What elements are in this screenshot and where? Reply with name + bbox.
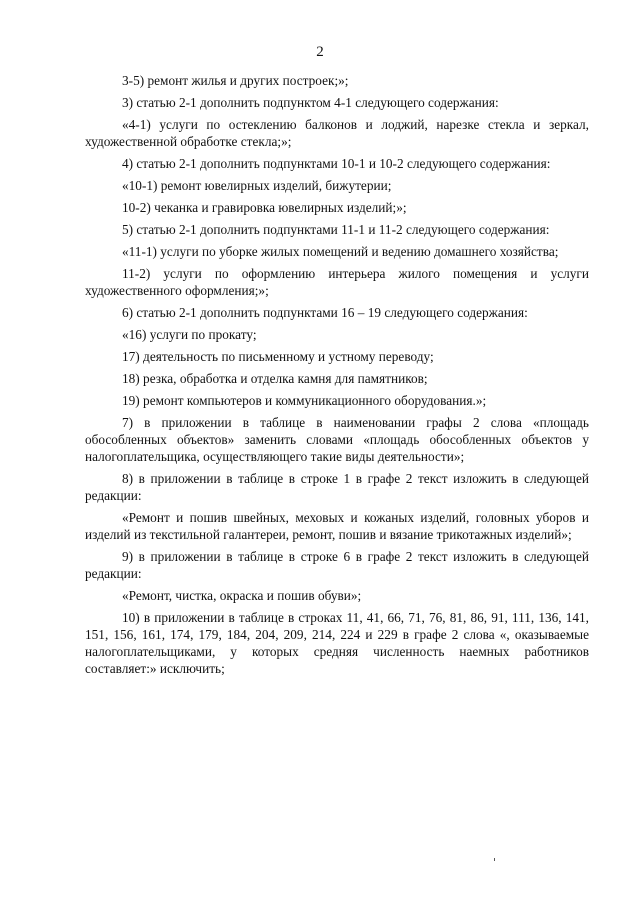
scan-speck	[494, 858, 495, 861]
paragraph: 19) ремонт компьютеров и коммуникационного оборудования.»;	[122, 393, 487, 408]
paragraph: «Ремонт, чистка, окраска и пошив обуви»;	[122, 588, 362, 603]
paragraph: 18) резка, обработка и отделка камня для памятников;	[122, 371, 428, 386]
paragraph: 3) статью 2-1 дополнить подпунктом 4-1 следующего содержания:	[122, 95, 499, 110]
paragraph: «11-1) услуги по уборке жилых помещений и ведению домашнего хозяйства;	[122, 244, 559, 259]
paragraph: «4-1) услуги по остеклению балконов и лоджий, нарезке стекла и зеркал, художественной обработке стекла;»;	[85, 117, 589, 149]
paragraph: 4) статью 2-1 дополнить подпунктами 10-1 и 10-2 следующего содержания:	[122, 156, 551, 171]
paragraph: «16) услуги по прокату;	[122, 327, 257, 342]
paragraph: «Ремонт и пошив швейных, меховых и кожаных изделий, головных уборов и изделий из текстильной галантереи, ремонт, пошив и вязание трикотажных изделий»;	[85, 510, 589, 542]
paragraph: 7) в приложении в таблице в наименовании графы 2 слова «площадь обособленных объектов» заменить словами «площадь обособленных объектов у налогоплательщика, осуществляющего такие виды деятельности»;	[85, 415, 589, 464]
paragraph: 11-2) услуги по оформлению интерьера жилого помещения и услуги художественного оформления;»;	[85, 266, 589, 298]
paragraph: 8) в приложении в таблице в строке 1 в графе 2 текст изложить в следующей редакции:	[85, 471, 589, 503]
paragraph: 17) деятельность по письменному и устному переводу;	[122, 349, 434, 364]
paragraph: 3-5) ремонт жилья и других построек;»;	[122, 73, 349, 88]
paragraph: 6) статью 2-1 дополнить подпунктами 16 – 19 следующего содержания:	[122, 305, 528, 320]
paragraph: 5) статью 2-1 дополнить подпунктами 11-1 и 11-2 следующего содержания:	[122, 222, 550, 237]
paragraph: 10) в приложении в таблице в строках 11, 41, 66, 71, 76, 81, 86, 91, 111, 136, 141, 151, 156, 161, 174, 179, 184, 204, 209, 214, 224 и 229 в графе 2 слова «, оказываемые налогоплательщиками, у которых средняя численность наемных работников составляет:» исключить;	[85, 610, 589, 676]
paragraph: 9) в приложении в таблице в строке 6 в графе 2 текст изложить в следующей редакции:	[85, 549, 589, 581]
document-body	[85, 72, 589, 682]
page-number: 2	[316, 44, 324, 60]
paragraph: «10-1) ремонт ювелирных изделий, бижутерии;	[122, 178, 392, 193]
paragraph: 10-2) чеканка и гравировка ювелирных изделий;»;	[122, 200, 407, 215]
